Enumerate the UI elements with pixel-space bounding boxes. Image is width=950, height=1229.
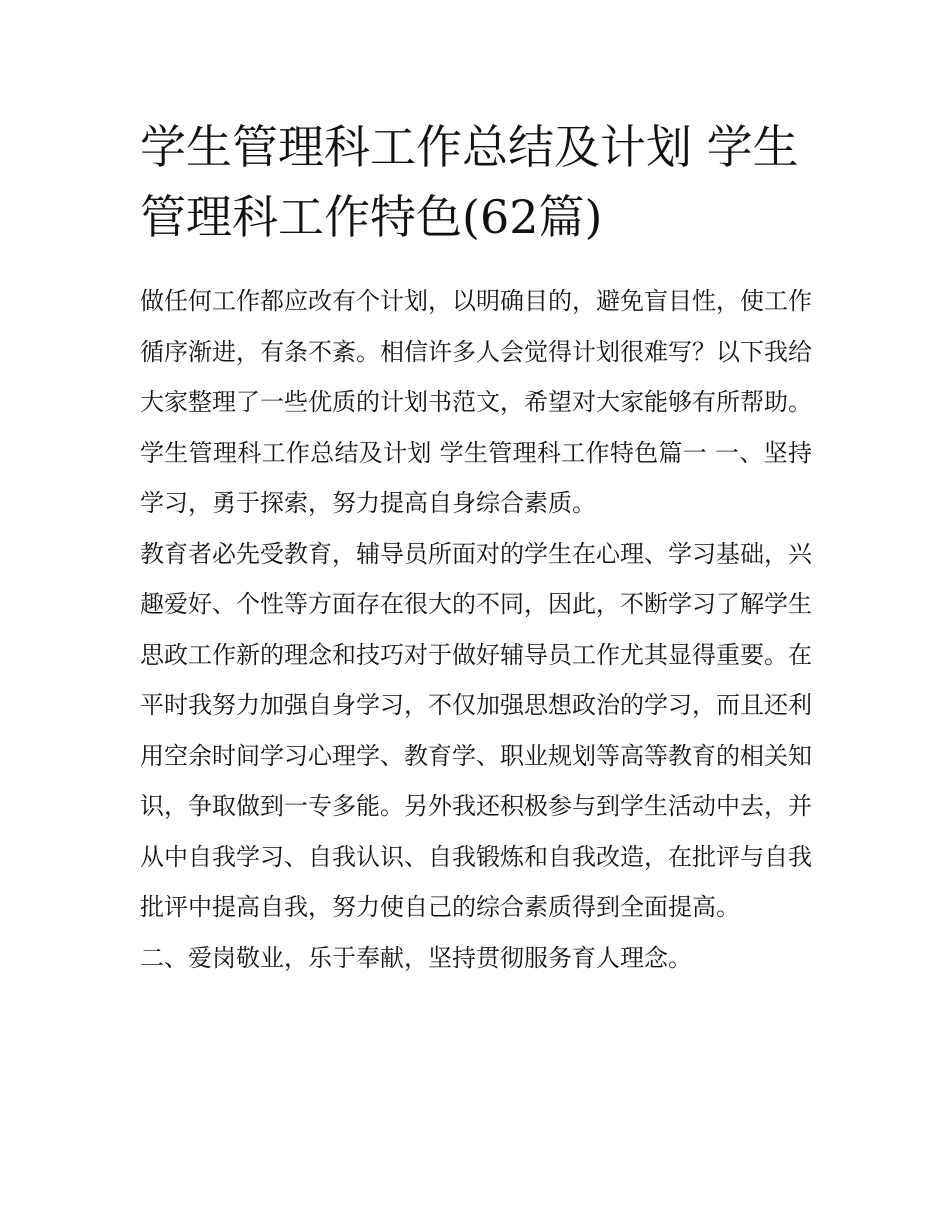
intro-paragraph: 做任何工作都应改有个计划，以明确目的，避免盲目性，使工作循序渐进，有条不紊。相信许多人会觉得计划很难写？以下我给大家整理了一些优质的计划书范文，希望对大家能够有所帮助。 bbox=[140, 287, 812, 416]
section-two-heading: 二、爱岗敬业，乐于奉献，坚持贯彻服务育人理念。 bbox=[140, 943, 692, 972]
document-content bbox=[140, 112, 812, 983]
document-title: 学生管理科工作总结及计划 学生管理科工作特色(62篇) bbox=[140, 120, 799, 244]
body-paragraph: 教育者必先受教育，辅导员所面对的学生在心理、学习基础，兴趣爱好、个性等方面存在很大的不同，因此，不断学习了解学生思政工作新的理念和技巧对于做好辅导员工作尤其显得重要。在平时我努力加强自身学习，不仅加强思想政治的学习，而且还利用空余时间学习心理学、教育学、职业规划等高等教育的相关知识，争取做到一专多能。另外我还积极参与到学生活动中去，并从中自我学习、自我认识、自我锻炼和自我改造，在批评与自我批评中提高自我，努力使自己的综合素质得到全面提高。 bbox=[140, 539, 812, 921]
section-heading-paragraph: 学生管理科工作总结及计划 学生管理科工作特色篇一 一、坚持学习，勇于探索，努力提高自身综合素质。 bbox=[140, 438, 812, 517]
